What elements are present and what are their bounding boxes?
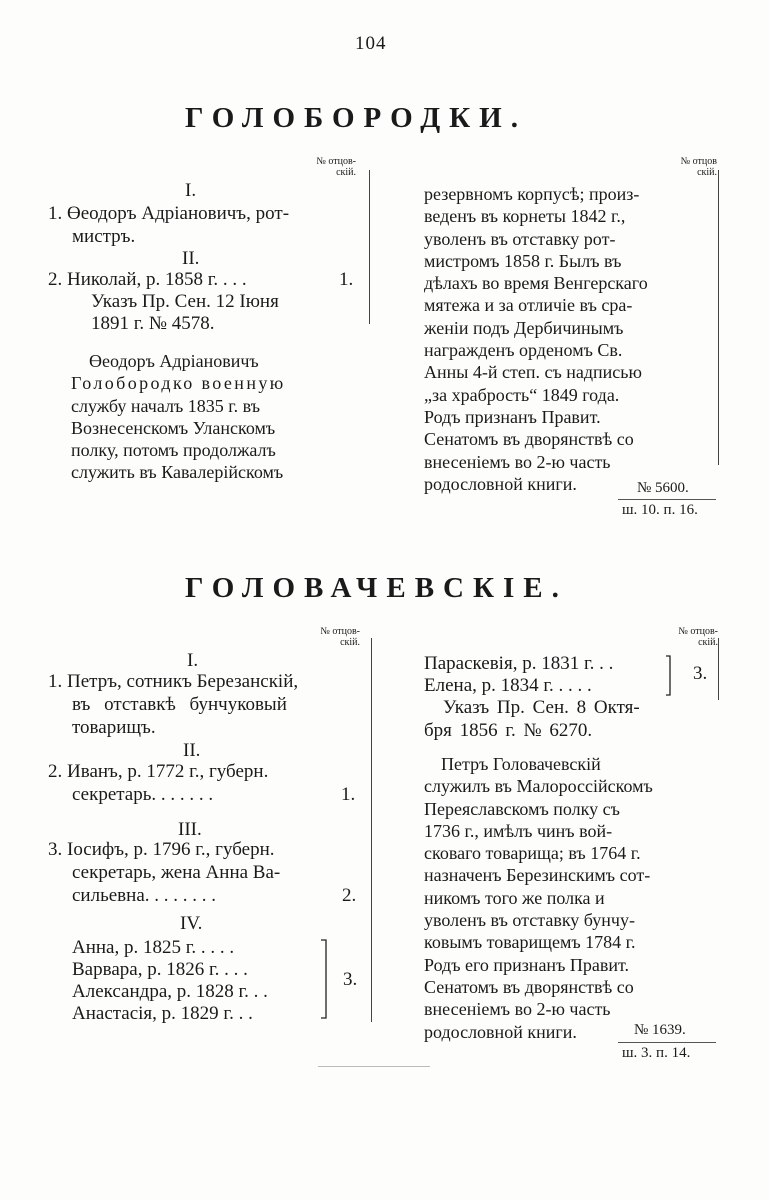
entry-line: Указъ Пр. Сен. 12 Іюня: [91, 291, 279, 312]
entry-line: секретарь, жена Анна Ва-: [72, 862, 281, 883]
bio-line: служить въ Кавалерійскомъ: [71, 462, 284, 483]
bio-line: службу началъ 1835 г. въ: [71, 395, 261, 416]
father-ref: 1.: [339, 269, 354, 290]
entry-line: въ отставкѣ бунчуковый: [72, 694, 287, 715]
entry-line: 2. Иванъ, р. 1772 г., губерн.: [48, 761, 269, 782]
generation-numeral: III.: [178, 819, 202, 840]
bio-line: родословной книги.: [424, 473, 577, 494]
column-header-right: № отцов- скій.: [678, 626, 718, 648]
archive-reference: ш. 10. п. 16.: [622, 502, 698, 518]
bio-line: женіи подъ Дербичинымъ: [424, 317, 624, 338]
bio-line: Голобородко военную: [71, 373, 286, 394]
entry-line: 2. Николай, р. 1858 г. . . .: [48, 269, 247, 290]
case-number: № 1639.: [634, 1022, 686, 1038]
decree-line: бря 1856 г. № 6270.: [424, 720, 593, 741]
bio-line: мистромъ 1858 г. Былъ въ: [424, 250, 622, 271]
column-header-left: № отцов- скій.: [320, 626, 360, 648]
entry-line: мистръ.: [72, 226, 136, 247]
bio-line: Сенатомъ въ дворянствѣ со: [424, 976, 634, 997]
biography-left: [71, 350, 352, 484]
column-rule-right: [718, 638, 719, 700]
bio-line: внесеніемъ во 2-ю часть: [424, 451, 611, 472]
child-entry: Александра, р. 1828 г. . .: [72, 981, 268, 1002]
bio-line: дѣлахъ во время Венгерскаго: [424, 273, 648, 294]
bio-line: внесеніемъ во 2-ю часть: [424, 999, 611, 1020]
bio-line: 1736 г., имѣлъ чинъ вой-: [424, 820, 613, 841]
column-rule-right: [718, 170, 719, 465]
bio-line: Сенатомъ въ дворянствѣ со: [424, 429, 634, 450]
father-ref: 3.: [343, 969, 358, 990]
father-ref: 3.: [693, 663, 708, 684]
child-entry: Параскевія, р. 1831 г. . .: [424, 653, 614, 674]
bio-line: Анны 4-й степ. съ надписью: [424, 362, 642, 383]
bio-line: Өеодоръ Адріановичъ: [89, 351, 259, 371]
column-header-right: № отцов скій.: [680, 156, 717, 178]
generation-numeral: II.: [182, 248, 200, 269]
page-number: 104: [355, 33, 387, 54]
section-title-goloborodki: ГОЛОБОРОДКИ.: [185, 102, 527, 134]
generation-numeral: I.: [185, 180, 197, 201]
column-rule-left: [369, 170, 370, 324]
biography-right: [424, 753, 704, 1043]
bio-line: служилъ въ Малороссійскомъ: [424, 776, 653, 797]
entry-line: 1. Өеодоръ Адріановичъ, рот-: [48, 203, 290, 224]
archive-reference: ш. 3. п. 14.: [622, 1045, 691, 1061]
reference-rule: [618, 499, 716, 500]
child-entry: Елена, р. 1834 г. . . . .: [424, 675, 592, 696]
generation-numeral: IV.: [180, 913, 203, 934]
entry-line: секретарь. . . . . . .: [72, 784, 214, 805]
column-header-left: № отцов- скій.: [316, 156, 356, 178]
biography-right: [424, 183, 704, 495]
entry-line: 3. Іосифъ, р. 1796 г., губерн.: [48, 839, 275, 860]
bio-line: родословной книги.: [424, 1021, 577, 1042]
child-entry: Варвара, р. 1826 г. . . .: [72, 959, 248, 980]
bio-line: уволенъ въ отставку бунчу-: [424, 910, 635, 931]
bio-line: Переяславскомъ полку съ: [424, 798, 620, 819]
bio-line: полку, потомъ продолжалъ: [71, 440, 276, 461]
entry-line: 1. Петръ, сотникъ Березанскій,: [48, 671, 299, 692]
entry-line: сильевна. . . . . . . .: [72, 885, 217, 906]
bio-line: резервномъ корпусѣ; произ-: [424, 184, 640, 204]
bio-line: никомъ того же полка и: [424, 887, 605, 908]
bio-line: Родъ его признанъ Правит.: [424, 954, 630, 975]
sibling-brace: [664, 655, 676, 697]
bio-line: награжденъ орденомъ Св.: [424, 340, 623, 361]
column-rule-left: [371, 638, 372, 1022]
sibling-brace: [318, 938, 332, 1022]
entry-line: товарищъ.: [72, 717, 156, 738]
bio-line: веденъ въ корнеты 1842 г.,: [424, 206, 626, 227]
page-end-rule: [318, 1066, 430, 1067]
bio-line: ковымъ товарищемъ 1784 г.: [424, 932, 636, 953]
bio-line: мятежа и за отличіе въ сра-: [424, 295, 633, 316]
section-title-golovachevskie: ГОЛОВАЧЕВСКІЕ.: [185, 572, 568, 604]
entry-line: 1891 г. № 4578.: [91, 313, 215, 334]
bio-line: Петръ Головачевскій: [441, 754, 601, 774]
case-number: № 5600.: [637, 480, 689, 496]
father-ref: 2.: [342, 885, 357, 906]
bio-line: Вознесенскомъ Уланскомъ: [71, 417, 276, 438]
bio-line: Родъ признанъ Правит.: [424, 406, 601, 427]
bio-line: уволенъ въ отставку рот-: [424, 228, 616, 249]
generation-numeral: II.: [183, 740, 201, 761]
child-entry: Анастасія, р. 1829 г. . .: [72, 1003, 253, 1024]
bio-line: сковаго товарища; въ 1764 г.: [424, 843, 641, 864]
father-ref: 1.: [341, 784, 356, 805]
bio-line: „за храбрость“ 1849 года.: [424, 384, 620, 405]
decree-line: Указъ Пр. Сен. 8 Октя-: [443, 697, 640, 718]
child-entry: Анна, р. 1825 г. . . . .: [72, 937, 235, 958]
generation-numeral: I.: [187, 650, 199, 671]
bio-line: назначенъ Березинскимъ сот-: [424, 865, 651, 886]
reference-rule: [618, 1042, 716, 1043]
